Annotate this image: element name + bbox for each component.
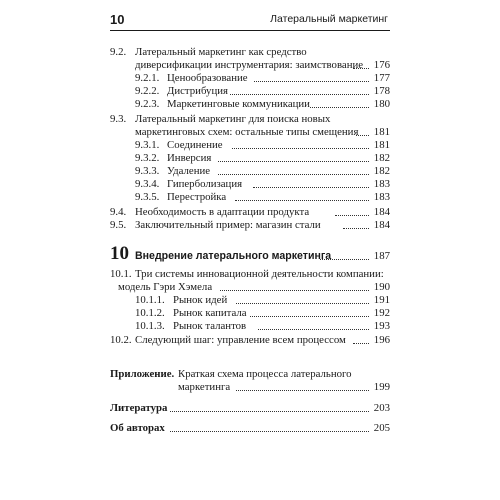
toc-entry-9-3	[0, 113, 500, 125]
dot-leader	[218, 165, 369, 175]
toc-entry-appendix	[0, 368, 500, 380]
entry-page: 192	[373, 307, 390, 319]
dot-leader	[170, 422, 369, 432]
entry-page: 181	[373, 126, 390, 138]
entry-number: 9.2.	[110, 46, 127, 58]
entry-title: Необходимость в адаптации продукта	[135, 206, 310, 218]
running-title: Латеральный маркетинг	[270, 13, 388, 25]
entry-number: 9.3.4.	[135, 178, 160, 190]
entry-title: Рынок идей	[173, 294, 228, 306]
entry-number: 9.3.	[110, 113, 127, 125]
toc-entry-9-2-2	[0, 85, 500, 97]
entry-number: 9.3.5.	[135, 191, 160, 203]
entry-number: 10.1.3.	[135, 320, 165, 332]
toc-entry-9-3-1	[0, 139, 500, 151]
entry-number: 10.1.2.	[135, 307, 165, 319]
toc-entry-9-5	[0, 219, 500, 231]
toc-entry-9-2-cont	[0, 59, 500, 71]
dot-leader	[258, 320, 369, 330]
dot-leader	[235, 191, 369, 201]
toc-entry-10-1-3	[0, 320, 500, 332]
entry-page: 177	[373, 72, 390, 84]
entry-page: 184	[373, 206, 390, 218]
entry-number: 10.1.	[110, 268, 132, 280]
dot-leader	[250, 307, 369, 317]
toc-entry-10-2	[0, 334, 500, 346]
toc-entry-9-2-3	[0, 98, 500, 110]
toc-entry-authors	[0, 422, 500, 434]
dot-leader	[353, 334, 369, 344]
toc-entry-appendix-cont	[0, 381, 500, 393]
entry-page: 196	[373, 334, 390, 346]
entry-title-line2: диверсификации инструментария: заимствование	[135, 59, 364, 71]
toc-entry-chapter-10	[0, 250, 500, 262]
entry-page: 205	[373, 422, 390, 434]
dot-leader	[356, 126, 369, 136]
entry-page: 191	[373, 294, 390, 306]
toc-entry-9-4	[0, 206, 500, 218]
entry-title-line1: Три системы инновационной деятельности компании:	[135, 268, 384, 280]
toc-entry-9-2-1	[0, 72, 500, 84]
dot-leader	[343, 219, 369, 229]
page-number: 10	[110, 12, 125, 27]
entry-page: 183	[373, 191, 390, 203]
entry-title-line2: маркетинговых схем: остальные типы смещения	[135, 126, 359, 138]
entry-title: Заключительный пример: магазин стали	[135, 219, 321, 231]
entry-title: Рынок талантов	[173, 320, 247, 332]
dot-leader	[218, 152, 369, 162]
entry-number: 9.2.3.	[135, 98, 160, 110]
entry-page: 178	[373, 85, 390, 97]
toc-entry-10-1	[0, 268, 500, 280]
entry-title-line2: маркетинга	[178, 381, 231, 393]
entry-number: 9.2.1.	[135, 72, 160, 84]
toc-entry-9-3-cont	[0, 126, 500, 138]
entry-page: 187	[373, 250, 390, 262]
entry-title: Ценообразование	[167, 72, 248, 84]
entry-number: 9.3.3.	[135, 165, 160, 177]
dot-leader	[310, 98, 369, 108]
entry-page: 182	[373, 152, 390, 164]
toc-entry-9-3-4	[0, 178, 500, 190]
entry-number: 9.5.	[110, 219, 127, 231]
entry-number: 9.4.	[110, 206, 127, 218]
entry-title: Инверсия	[167, 152, 212, 164]
dot-leader	[232, 139, 369, 149]
dot-leader	[254, 72, 369, 82]
entry-title: Перестройка	[167, 191, 227, 203]
dot-leader	[320, 250, 369, 260]
entry-title: Удаление	[167, 165, 211, 177]
entry-number: 9.3.2.	[135, 152, 160, 164]
entry-number: 9.3.1.	[135, 139, 160, 151]
entry-page: 183	[373, 178, 390, 190]
entry-title: Об авторах	[110, 422, 165, 434]
entry-title: Маркетинговые коммуникации	[167, 98, 310, 110]
appendix-label: Приложение.	[110, 368, 175, 380]
toc-entry-10-1-2	[0, 307, 500, 319]
entry-page: 182	[373, 165, 390, 177]
entry-title-line1: Краткая схема процесса латерального	[178, 368, 352, 380]
entry-page: 176	[373, 59, 390, 71]
dot-leader	[236, 294, 369, 304]
entry-number: 9.2.2.	[135, 85, 160, 97]
dot-leader	[220, 281, 369, 291]
entry-page: 190	[373, 281, 390, 293]
entry-title-line1: Латеральный маркетинг как средство	[135, 46, 307, 58]
toc-entry-10-1-cont	[0, 281, 500, 293]
chapter-number: 10	[110, 243, 129, 264]
dot-leader	[335, 206, 369, 216]
entry-page: 180	[373, 98, 390, 110]
entry-title: Рынок капитала	[173, 307, 247, 319]
entry-title: Литература	[110, 402, 168, 414]
dot-leader	[230, 85, 369, 95]
entry-title: Гиперболизация	[167, 178, 243, 190]
entry-page: 184	[373, 219, 390, 231]
toc-entry-9-3-3	[0, 165, 500, 177]
toc-entry-9-3-5	[0, 191, 500, 203]
entry-title-line2: модель Гэри Хэмела	[118, 281, 213, 293]
entry-page: 203	[373, 402, 390, 414]
entry-page: 199	[373, 381, 390, 393]
dot-leader	[253, 178, 369, 188]
entry-title-line1: Латеральный маркетинг для поиска новых	[135, 113, 331, 125]
header-rule	[110, 30, 390, 31]
dot-leader	[353, 59, 369, 69]
entry-number: 10.1.1.	[135, 294, 165, 306]
entry-page: 181	[373, 139, 390, 151]
toc-entry-9-2	[0, 46, 500, 58]
dot-leader	[170, 402, 369, 412]
entry-number: 10.2.	[110, 334, 132, 346]
toc-entry-literature	[0, 402, 500, 414]
entry-page: 193	[373, 320, 390, 332]
toc-entry-10-1-1	[0, 294, 500, 306]
entry-title: Дистрибуция	[167, 85, 228, 97]
entry-title: Следующий шаг: управление всем процессом	[135, 334, 346, 346]
dot-leader	[236, 381, 369, 391]
chapter-title: Внедрение латерального маркетинга	[135, 250, 332, 262]
toc-entry-9-3-2	[0, 152, 500, 164]
entry-title: Соединение	[167, 139, 223, 151]
